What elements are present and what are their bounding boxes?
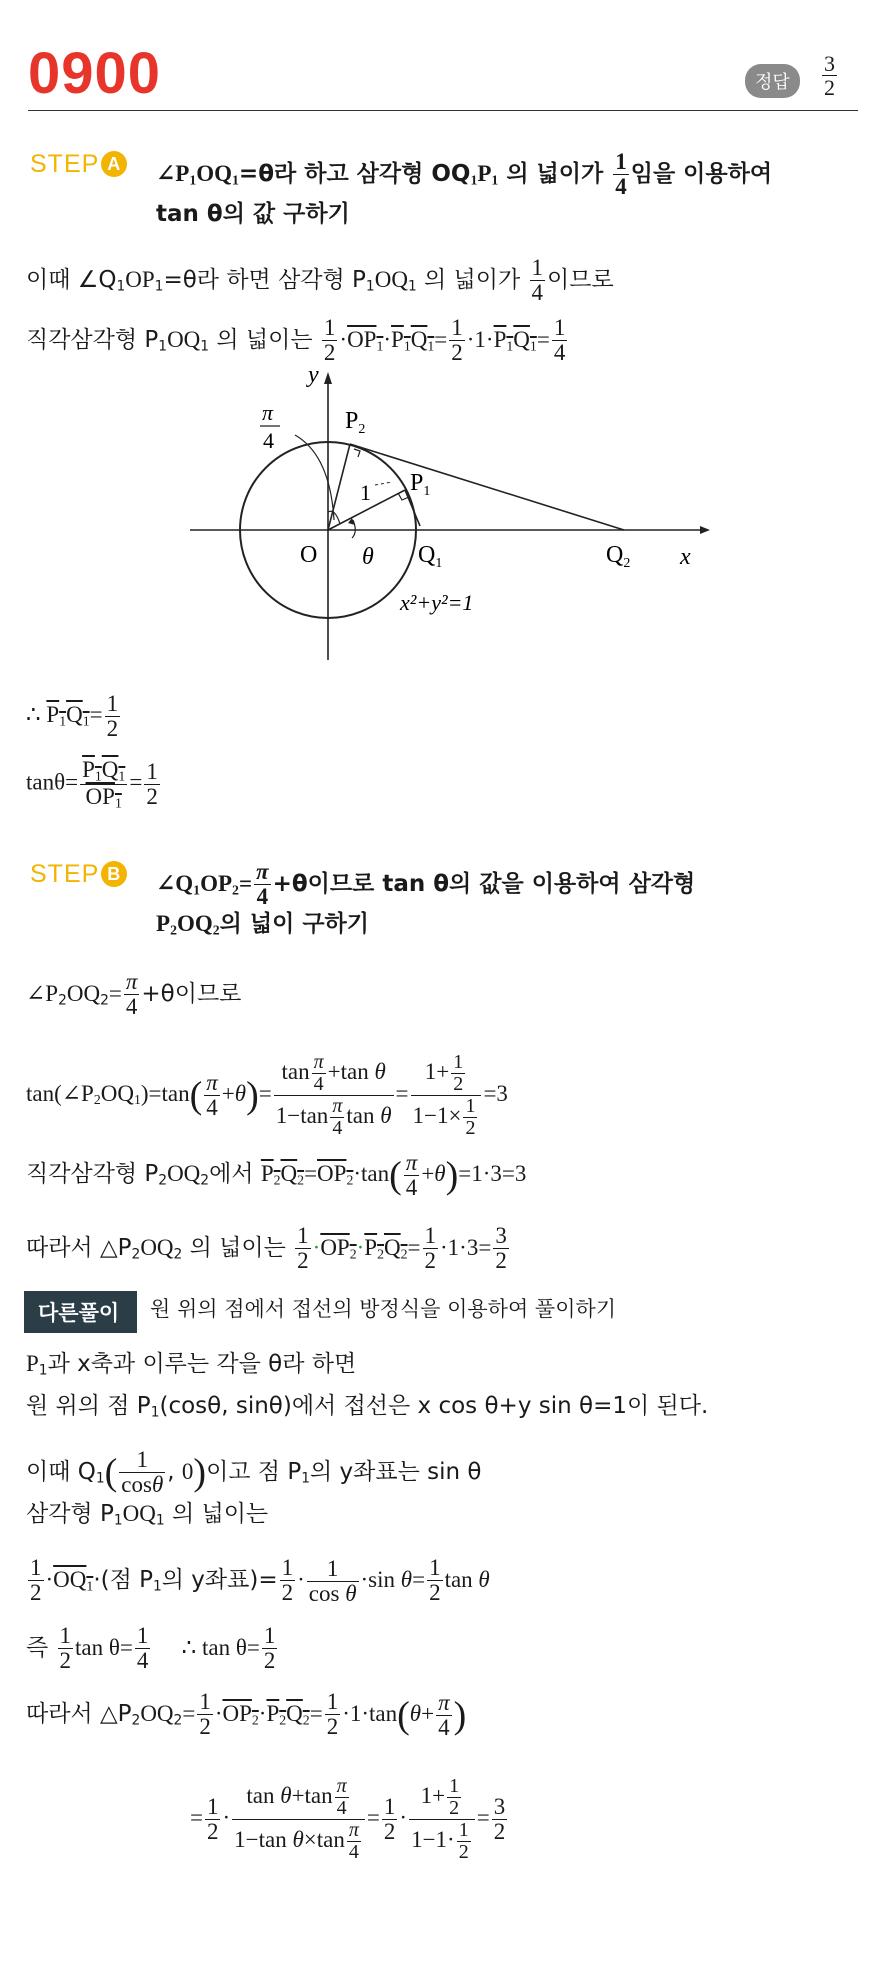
diagram-y-label: y (308, 362, 319, 388)
alt-solution-badge: 다른풀이 (24, 1291, 137, 1333)
step-b-heading-1: $\angle Q_1OP_2=$ $\frac{\pi}{4}$ +θ이므로 tan θ의 값을 이용하여 삼각형 (156, 859, 696, 910)
alt-line-3: 이때 $Q_1$( $\frac{1}{\cos\theta}$ , 0)이고 점 $P_1$의 y좌표는 sin θ (26, 1447, 482, 1498)
diagram-q1-label: $Q_1$ (418, 542, 443, 571)
diagram-p2-label: $P_2$ (345, 408, 366, 437)
unit-circle-diagram (180, 360, 720, 670)
diagram-x-label: x (680, 544, 691, 570)
diagram-origin-label: O (300, 542, 318, 568)
step-a-heading-2: tan θ의 값 구하기 (156, 201, 350, 227)
alt-line-6: 즉 $\frac{1}{2}$ tan θ= $\frac{1}{4}$ ∴ tan θ= $\frac{1}{2}$ (26, 1623, 276, 1674)
alt-line-5: $\frac{1}{2}$ $\cdot OQ_1\cdot$(점 $P_1$의 y좌표)= $\frac{1}{2}$ · $\frac{1}{\text{cos θ}}$ ·sin θ= $\frac{1}{2}$ tan θ (30, 1555, 490, 1607)
step-a-label: STEP A (30, 150, 127, 179)
alt-line-7: 따라서 $\triangle P_2OQ_2=$ $\frac{1}{2}$ $\cdot OP_2\cdot P_2Q_2=$ $\frac{1}{2}$ ·1·tan(θ+ $\frac{\pi}{4}$ ) (26, 1689, 467, 1741)
diagram-circle-equation: x²+y²=1 (400, 590, 474, 615)
step-a-line-1: 이때 $\angle Q_1OP_1=\theta$라 하면 삼각형 $P_1OQ_1$ 의 넓이가 $\frac{1}{4}$ 이므로 (26, 255, 614, 306)
diagram-four-label: 4 (263, 428, 274, 453)
alt-solution-desc: 원 위의 점에서 접선의 방정식을 이용하여 풀이하기 (150, 1297, 617, 1321)
alt-line-2: 원 위의 점 $P_1(\cos\theta$, sinθ)에서 접선은 x cos θ+y sin θ=1이 된다. (26, 1393, 709, 1421)
alt-line-4: 삼각형 $P_1OQ_1$ 의 넓이는 (26, 1501, 269, 1529)
step-b-line-1: $\angle P_2OQ_2=$ $\frac{\pi}{4}$ +θ이므로 (26, 969, 242, 1020)
answer-fraction: $\frac{3}{2}$ (824, 51, 835, 101)
step-a-result-p1q1: ∴ $P_1Q_1=$ $\frac{1}{2}$ (26, 691, 119, 742)
step-b-label: STEP B (30, 860, 127, 889)
step-b-tan-sum: $\tan(\angle P_2OQ_1)=\tan$( $\frac{\pi}{4}$ +θ)= tan $\frac{\pi}{4}$ +tan θ 1−tan $\frac{\pi}{4}$ tan θ = 1+ $\frac{1}{2}$ 1−1× $\frac{1}{2}$ =3 (26, 1051, 508, 1139)
diagram-pi-label: π (262, 400, 274, 425)
diagram-p1-label: $P_1$ (410, 470, 431, 499)
step-a-heading-1: $\angle P_1OQ_1=\theta$라 하고 삼각형 $OQ_1P_1$ 의 넓이가 $\frac{1}{4}$ 임을 이용하여 (156, 149, 773, 200)
step-b-heading-2: $P_2OQ_2$의 넓이 구하기 (156, 911, 369, 938)
step-a-line-2: 직각삼각형 $P_1OQ_1$ 의 넓이는 $\frac{1}{2}$ $\cdot OP_1\cdot P_1Q_1=$ $\frac{1}{2}$ $\cdot 1\cdot P_1Q_1=$ $\frac{1}{4}$ (26, 315, 566, 366)
problem-number: 0900 (28, 41, 162, 106)
diagram-theta-label: θ (362, 544, 374, 570)
step-b-line-3: 직각삼각형 $P_2OQ_2$에서 $P_2Q_2=OP_2\cdot\tan$( $\frac{\pi}{4}$ +θ)=1·3=3 (26, 1150, 527, 1201)
step-a-result-tan: tanθ= $\frac{P_1Q_1}{OP_1}$ = $\frac{1}{2}$ (26, 757, 158, 811)
diagram-radius-label: 1 (360, 480, 371, 505)
alt-line-1: $P_1$과 x축과 이루는 각을 θ라 하면 (26, 1351, 357, 1379)
step-b-line-4: 따라서 $\triangle P_2OQ_2$ 의 넓이는 $\frac{1}{2}$ $\cdot OP_2\cdot P_2Q_2=$ $\frac{1}{2}$ ·1·3= $\frac{3}{2}$ (26, 1223, 507, 1274)
header-rule (28, 110, 858, 111)
diagram-q2-label: $Q_2$ (606, 542, 631, 571)
answer-badge: 정답 (745, 64, 800, 98)
alt-line-8: = $\frac{1}{2}$ · tan θ+tan $\frac{\pi}{4}$ 1−tan θ×tan $\frac{\pi}{4}$ = $\frac{1}{2}$ · 1+ $\frac{1}{2}$ 1−1· $\frac{1}{2}$ = $\frac{3}{2}$ (190, 1775, 506, 1863)
